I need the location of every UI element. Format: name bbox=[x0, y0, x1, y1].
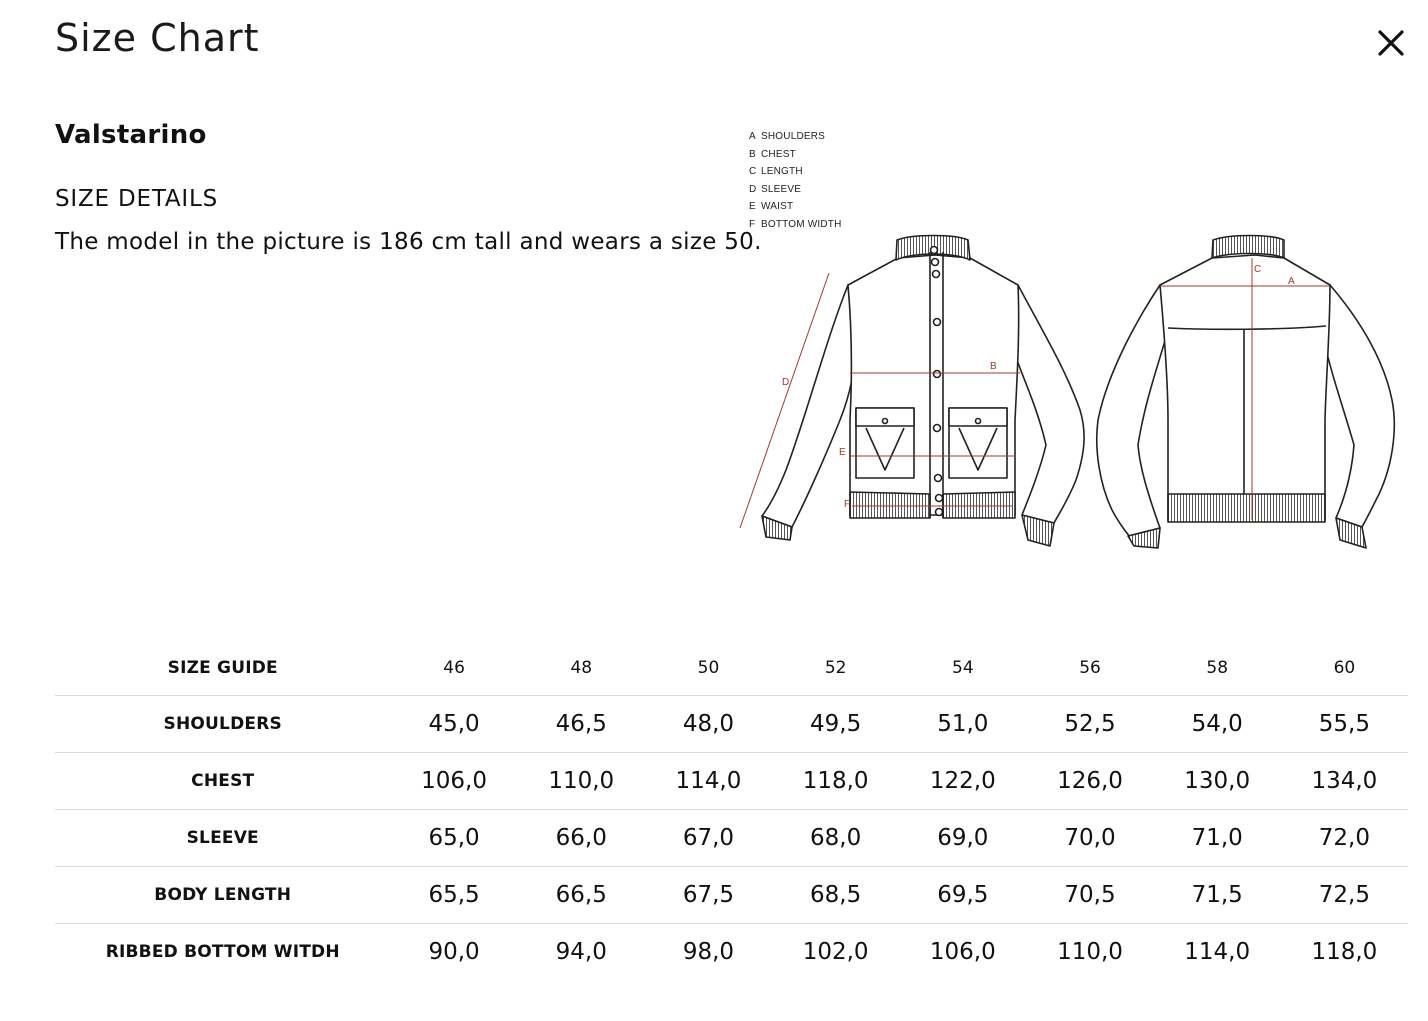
legend-item: F BOTTOM WIDTH bbox=[749, 218, 842, 230]
table-cell: 70,5 bbox=[1026, 867, 1153, 924]
table-cell: 118,0 bbox=[772, 753, 899, 810]
size-table bbox=[55, 641, 1408, 980]
table-cell: 67,5 bbox=[645, 867, 772, 924]
table-cell: 90,0 bbox=[390, 924, 517, 981]
table-cell: 68,0 bbox=[772, 810, 899, 867]
legend-item: C LENGTH bbox=[749, 166, 803, 177]
table-cell: 51,0 bbox=[899, 696, 1026, 753]
table-cell: 130,0 bbox=[1154, 753, 1281, 810]
row-label: SHOULDERS bbox=[55, 696, 390, 753]
table-row bbox=[55, 924, 1408, 981]
row-label: RIBBED BOTTOM WITDH bbox=[55, 924, 390, 981]
label-d: D bbox=[782, 377, 790, 388]
size-column-header: 46 bbox=[443, 658, 465, 678]
size-column-header: 60 bbox=[1333, 658, 1356, 678]
close-icon[interactable] bbox=[1372, 24, 1410, 62]
legend-item: B CHEST bbox=[749, 148, 796, 160]
table-cell: 66,5 bbox=[518, 867, 645, 924]
table-header-row bbox=[55, 641, 1408, 696]
table-cell: 45,0 bbox=[390, 696, 517, 753]
table-cell: 118,0 bbox=[1281, 924, 1408, 981]
row-label: CHEST bbox=[55, 753, 390, 810]
table-cell: 52,5 bbox=[1026, 696, 1153, 753]
table-cell: 110,0 bbox=[1026, 924, 1153, 981]
size-details-text: The model in the picture is 186 cm tall and wears a size 50. bbox=[55, 229, 762, 255]
legend-item: D SLEEVE bbox=[749, 183, 802, 195]
size-guide-header: SIZE GUIDE bbox=[167, 658, 278, 678]
table-cell: 71,5 bbox=[1154, 867, 1281, 924]
size-column-header: 50 bbox=[697, 658, 720, 678]
table-cell: 72,5 bbox=[1281, 867, 1408, 924]
legend-item: A SHOULDERS bbox=[749, 131, 826, 142]
table-cell: 126,0 bbox=[1026, 753, 1153, 810]
label-f: F bbox=[844, 499, 851, 510]
table-cell: 110,0 bbox=[518, 753, 645, 810]
table-cell: 102,0 bbox=[772, 924, 899, 981]
label-b: B bbox=[990, 361, 997, 372]
product-name: Valstarino bbox=[55, 120, 207, 150]
table-row bbox=[55, 810, 1408, 867]
table-cell: 65,0 bbox=[390, 810, 517, 867]
table-row bbox=[55, 753, 1408, 810]
table-cell: 71,0 bbox=[1154, 810, 1281, 867]
label-c: C bbox=[1254, 264, 1262, 275]
page-title: Size Chart bbox=[55, 16, 260, 60]
table-row bbox=[55, 696, 1408, 753]
table-cell: 68,5 bbox=[772, 867, 899, 924]
size-column-header: 56 bbox=[1079, 658, 1101, 678]
table-cell: 98,0 bbox=[645, 924, 772, 981]
table-cell: 114,0 bbox=[645, 753, 772, 810]
size-details-heading: SIZE DETAILS bbox=[55, 186, 219, 212]
size-column-header: 54 bbox=[952, 658, 974, 678]
table-cell: 106,0 bbox=[390, 753, 517, 810]
jacket-back bbox=[1097, 236, 1395, 549]
table-cell: 69,5 bbox=[899, 867, 1026, 924]
table-cell: 114,0 bbox=[1154, 924, 1281, 981]
table-cell: 72,0 bbox=[1281, 810, 1408, 867]
table-cell: 48,0 bbox=[645, 696, 772, 753]
size-column-header: 48 bbox=[570, 658, 593, 678]
table-cell: 134,0 bbox=[1281, 753, 1408, 810]
size-column-header: 58 bbox=[1206, 658, 1229, 678]
jacket-front bbox=[762, 236, 1084, 547]
table-cell: 46,5 bbox=[518, 696, 645, 753]
table-row bbox=[55, 867, 1408, 924]
table-cell: 55,5 bbox=[1281, 696, 1408, 753]
table-cell: 66,0 bbox=[518, 810, 645, 867]
table-cell: 67,0 bbox=[645, 810, 772, 867]
row-label: SLEEVE bbox=[55, 810, 390, 867]
label-e: E bbox=[839, 447, 846, 458]
table-cell: 70,0 bbox=[1026, 810, 1153, 867]
jacket-diagram bbox=[735, 118, 1415, 558]
table-cell: 49,5 bbox=[772, 696, 899, 753]
table-cell: 106,0 bbox=[899, 924, 1026, 981]
table-cell: 94,0 bbox=[518, 924, 645, 981]
table-cell: 65,5 bbox=[390, 867, 517, 924]
legend-item: E WAIST bbox=[749, 201, 794, 212]
table-cell: 54,0 bbox=[1154, 696, 1281, 753]
size-column-header: 52 bbox=[824, 658, 847, 678]
row-label: BODY LENGTH bbox=[55, 867, 390, 924]
table-cell: 69,0 bbox=[899, 810, 1026, 867]
table-cell: 122,0 bbox=[899, 753, 1026, 810]
label-a: A bbox=[1288, 276, 1295, 287]
